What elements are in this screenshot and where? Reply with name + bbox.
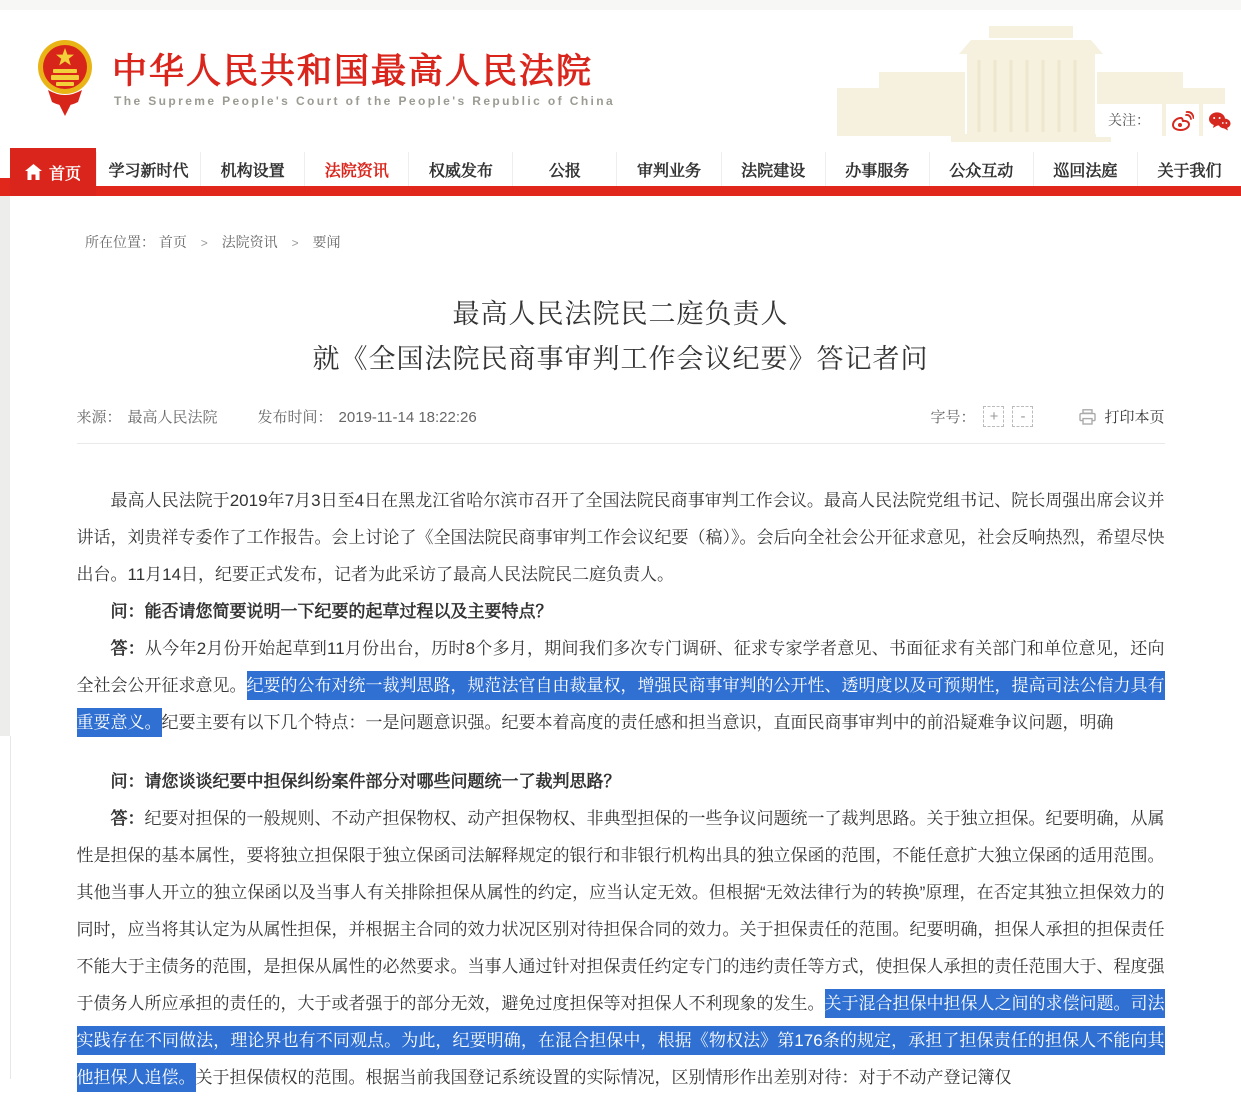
- answer-1-text: 从今年2月份开始起草到11月份出台，历时8个多月，期间我们多次专门调研、征求专家学者意见、书面征求有关部门和单位意见，还向全社会公开征求意见。: [76, 639, 1165, 695]
- printer-icon: [1079, 409, 1096, 425]
- wechat-button[interactable]: [1203, 104, 1236, 137]
- nav-item-label: 关于我们: [1157, 162, 1222, 180]
- article-title-line2: 就《全国法院民商事审判工作会议纪要》答记者问: [312, 344, 929, 374]
- answer-2-highlighted-text: 关于混合担保中担保人之间的求偿问题。司法实践存在不同做法，理论界也有不同观点。为此，纪要明确，在混合担保中，根据《物权法》第176条的规定，承担了担保责任的担保人不能向其他担保人追偿。: [77, 989, 1165, 1092]
- nav-item-court-construction[interactable]: [721, 152, 825, 186]
- nav-left-notch: [0, 178, 10, 196]
- nav-item-label: 学习新时代: [108, 162, 189, 180]
- source-label: 来源：: [76, 409, 122, 426]
- question-1: 问：能否请您简要说明一下纪要的起草过程以及主要特点？: [110, 602, 553, 621]
- nav-item-court-news[interactable]: [304, 152, 408, 186]
- nav-item-label: 法院资讯: [324, 162, 389, 180]
- answer-1: [77, 630, 1165, 741]
- nav-item-about-us[interactable]: [1137, 152, 1241, 186]
- article: [77, 292, 1165, 1096]
- nav-item-trial-business[interactable]: [616, 152, 720, 186]
- paragraph-intro: 最高人民法院于2019年7月3日至4日在黑龙江省哈尔滨市召开了全国法院民商事审判工作会议。最高人民法院党组书记、院长周强出席会议并讲话，刘贵祥专委作了工作报告。会上讨论了《全国法院民商事审判工作会议纪要（稿）》。会后向全社会公开征求意见，社会反响热烈，希望尽快出台。11月14日，纪要正式发布，记者为此采访了最高人民法院民二庭负责人。: [76, 491, 1165, 584]
- nav-item-label: 首页: [48, 165, 81, 183]
- article-title: [77, 292, 1165, 382]
- nav-item-label: 巡回法庭: [1053, 162, 1118, 180]
- print-page-button[interactable]: [1079, 406, 1164, 427]
- site-subtitle: The Supreme People's Court of the People's Republic of China: [114, 94, 616, 108]
- nav-item-study-new-era[interactable]: [96, 152, 200, 186]
- question-2: 问：请您谈谈纪要中担保纠纷案件部分对哪些问题统一了裁判思路？: [110, 772, 621, 791]
- article-title-line1: 最高人民法院民二庭负责人: [452, 299, 789, 329]
- article-meta-left: [77, 406, 483, 427]
- national-emblem-logo: [36, 36, 94, 116]
- nav-item-label: 公众互动: [949, 162, 1014, 180]
- wechat-icon: [1208, 111, 1231, 131]
- nav-item-home[interactable]: [10, 148, 96, 196]
- publish-time-value: 2019-11-14 18:22:26: [338, 409, 477, 426]
- nav-item-label: 办事服务: [845, 162, 910, 180]
- answer-prefix: 答：: [110, 639, 145, 658]
- breadcrumb-link-highlights[interactable]: 要闻: [312, 234, 341, 250]
- weibo-button[interactable]: [1166, 104, 1199, 137]
- answer-1-highlighted-text: 纪要的公布对统一裁判思路，规范法官自由裁量权，增强民商事审判的公开性、透明度以及可预期性，提高司法公信力具有重要意义。: [77, 671, 1165, 737]
- nav-item-label: 权威发布: [428, 162, 493, 180]
- breadcrumb-link-court-news[interactable]: 法院资讯: [221, 234, 278, 250]
- print-page-label: 打印本页: [1104, 409, 1165, 426]
- font-increase-button[interactable]: +: [983, 406, 1004, 427]
- breadcrumb-link-home[interactable]: 首页: [158, 234, 187, 250]
- weibo-icon: [1172, 111, 1194, 131]
- answer-2: [77, 800, 1165, 1096]
- site-header: [0, 10, 1241, 136]
- nav-item-label: 审判业务: [637, 162, 702, 180]
- breadcrumb-separator: >: [200, 236, 208, 250]
- breadcrumb-separator: >: [291, 236, 299, 250]
- social-follow-bar: [1096, 104, 1236, 137]
- font-size-label: 字号：: [930, 409, 976, 426]
- source-value: 最高人民法院: [127, 409, 218, 426]
- article-meta-row: [77, 406, 1165, 444]
- breadcrumb: [85, 232, 1241, 252]
- font-decrease-button[interactable]: -: [1012, 406, 1033, 427]
- main-nav: [0, 152, 1241, 196]
- breadcrumb-prefix: 所在位置：: [85, 234, 155, 250]
- follow-label: 关注：: [1096, 104, 1162, 137]
- browser-top-strip: [0, 0, 1241, 10]
- page-left-gutter: [0, 196, 10, 736]
- site-title: 中华人民共和国最高人民法院: [112, 52, 594, 91]
- nav-item-authoritative-release[interactable]: [408, 152, 512, 186]
- answer-2-text-after: 关于担保债权的范围。根据当前我国登记系统设置的实际情况，区别情形作出差别对待：对于不动产登记簿仅: [195, 1068, 1012, 1087]
- answer-prefix: 答：: [110, 809, 145, 828]
- home-icon: [25, 164, 42, 180]
- nav-item-label: 公报: [548, 162, 581, 180]
- publish-time-label: 发布时间：: [257, 409, 333, 426]
- answer-2-text: 纪要对担保的一般规则、不动产担保物权、动产担保物权、非典型担保的一些争议问题统一了裁判思路。关于独立担保。纪要明确，从属性是担保的基本属性，要将独立担保限于独立保函司法解释规定的银行和非银行机构出具的独立保函的范围，不能任意扩大独立保函的适用范围。其他当事人开立的独立保函以及当事人有关排除担保从属性的约定，应当认定无效。但根据“无效法律行为的转换”原理，在否定其独立担保效力的同时，应当将其认定为从属性担保，并根据主合同的效力状况区别对待担保合同的效力。关于担保责任的范围。纪要明确，担保人承担的担保责任不能大于主债务的范围，是担保从属性的必然要求。当事人通过针对担保责任约定专门的违约责任等方式，使担保人承担的责任范围大于、程度强于债务人所应承担的责任的，大于或者强于的部分无效，避免过度担保等对担保人不利现象的发生。: [76, 809, 1165, 1013]
- article-meta-right: [930, 406, 1164, 427]
- nav-item-label: 法院建设: [741, 162, 806, 180]
- nav-item-organization[interactable]: [200, 152, 304, 186]
- nav-item-circuit-court[interactable]: [1033, 152, 1137, 186]
- nav-item-gazette[interactable]: [512, 152, 616, 186]
- answer-1-text-after: 纪要主要有以下几个特点：一是问题意识强。纪要本着高度的责任感和担当意识，直面民商事审判中的前沿疑难争议问题，明确: [161, 713, 1114, 732]
- nav-item-label: 机构设置: [220, 162, 285, 180]
- article-body: [77, 482, 1165, 1096]
- nav-item-services[interactable]: [825, 152, 929, 186]
- nav-item-public-interaction[interactable]: [929, 152, 1033, 186]
- page-left-divider: [10, 736, 11, 1079]
